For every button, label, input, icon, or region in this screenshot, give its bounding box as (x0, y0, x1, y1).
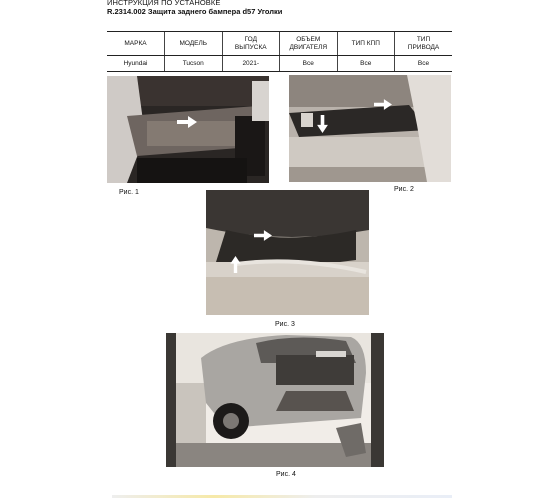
spec-value-gearbox: Все (337, 56, 395, 72)
bottom-edge-strip (112, 495, 452, 498)
spec-value-engine: Все (280, 56, 338, 72)
figure-2-arrow-down-icon (317, 115, 328, 133)
figure-4-photo (166, 333, 384, 467)
figure-1-arrow-icon (177, 116, 197, 128)
product-title: R.2314.002 Защита заднего бампера d57 Уголки (107, 7, 283, 16)
spec-header-brand: МАРКА (107, 32, 165, 56)
spec-value-year: 2021- (222, 56, 280, 72)
instruction-heading: ИНСТРУКЦИЯ ПО УСТАНОВКЕ (107, 0, 221, 7)
figure-1-caption: Рис. 1 (119, 189, 139, 196)
vehicle-spec-table (107, 31, 452, 72)
figure-3-photo (206, 190, 369, 315)
spec-value-model: Tucson (165, 56, 223, 72)
spec-table-value-row (107, 56, 452, 72)
figure-3-caption: Рис. 3 (275, 321, 295, 328)
spec-header-gearbox: ТИП КПП (337, 32, 395, 56)
figure-4-caption: Рис. 4 (276, 471, 296, 478)
spec-value-drive: Все (395, 56, 453, 72)
figure-2-caption: Рис. 2 (394, 186, 414, 193)
spec-table-header-row (107, 32, 452, 56)
figure-2-photo (289, 75, 451, 182)
figure-1-photo (107, 76, 269, 183)
spec-header-engine: ОБЪЕМ ДВИГАТЕЛЯ (280, 32, 338, 56)
figure-2-arrow-right-icon (374, 99, 392, 110)
spec-header-drive: ТИП ПРИВОДА (395, 32, 453, 56)
spec-value-brand: Hyundai (107, 56, 165, 72)
figure-3-arrow-right-icon (254, 230, 272, 241)
figure-3-arrow-up-icon (230, 256, 241, 273)
spec-header-model: МОДЕЛЬ (165, 32, 223, 56)
spec-header-year: ГОД ВЫПУСКА (222, 32, 280, 56)
